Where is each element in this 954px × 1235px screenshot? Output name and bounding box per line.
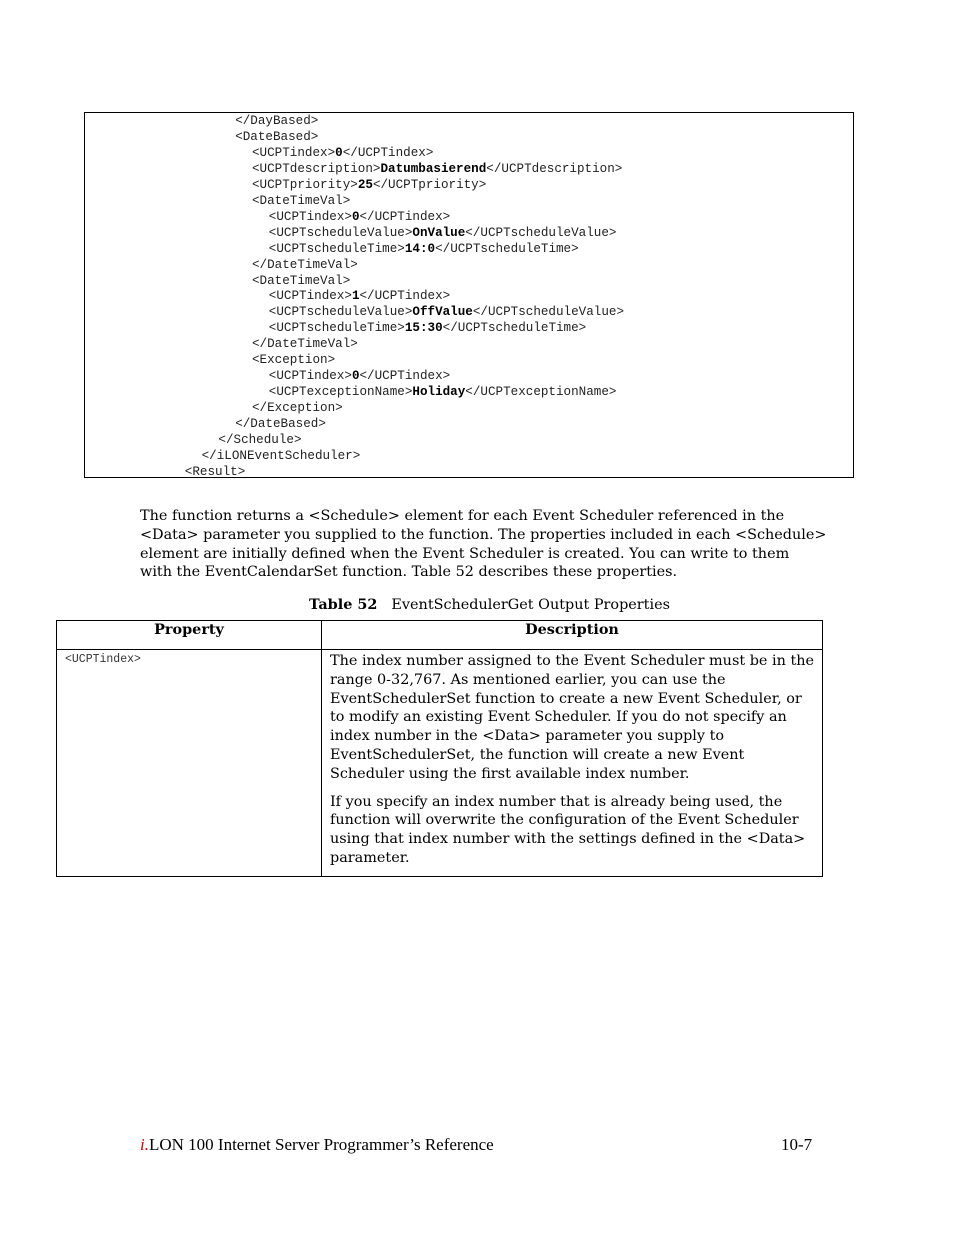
description-paragraph: The index number assigned to the Event Scheduler must be in the range 0-32,767. As mentioned earlier, you can use the EventSchedulerSet function to create a new Event Scheduler, or to modify an existing Event Scheduler. If you do not specify an index number in the <Data> parameter you supply to EventSchedulerSet, the function will create a new Event Scheduler using the first available index number. — [330, 653, 815, 782]
code-value: OnValue — [412, 225, 466, 240]
code-value: 25 — [357, 177, 373, 192]
code-tag: </UCPTexceptionName> — [465, 385, 617, 400]
code-line — [252, 400, 343, 416]
table-row — [57, 650, 823, 877]
code-tag: <UCPTscheduleTime> — [268, 241, 405, 256]
code-value: 0 — [351, 369, 360, 384]
code-tag: <UCPTindex> — [252, 145, 336, 160]
code-tag: </UCPTscheduleTime> — [435, 241, 579, 256]
code-tag: <UCPTindex> — [268, 369, 352, 384]
code-tag: </DateBased> — [235, 417, 326, 432]
table-caption — [0, 596, 954, 613]
code-tag: </DateTimeVal> — [252, 337, 358, 352]
footer-brand-prefix: i. — [140, 1135, 149, 1154]
code-value: OffValue — [412, 305, 473, 320]
code-value: 15:30 — [404, 321, 443, 336]
code-line — [269, 320, 586, 336]
table-caption-label: Table 52 — [309, 596, 378, 613]
code-tag: <UCPTpriority> — [252, 177, 358, 192]
code-tag: <Result> — [184, 464, 246, 479]
code-tag: <DateTimeVal> — [252, 273, 351, 288]
code-tag: </UCPTindex> — [359, 369, 451, 384]
property-cell: <UCPTindex> — [57, 650, 322, 877]
code-tag: </UCPTscheduleTime> — [442, 321, 587, 336]
code-value: 1 — [351, 289, 360, 304]
code-tag: <UCPTdescription> — [252, 161, 381, 176]
code-tag: <UCPTexceptionName> — [268, 385, 413, 400]
code-tag: <Exception> — [252, 353, 336, 368]
paragraph-line: The function returns a <Schedule> element for each Event Scheduler referenced in the — [140, 508, 785, 524]
footer-title-text: LON 100 Internet Server Programmer’s Reference — [148, 1135, 494, 1154]
table-caption-text: EventSchedulerGet Output Properties — [391, 597, 670, 613]
code-value: Datumbasierend — [380, 161, 487, 176]
code-tag: </Schedule> — [218, 433, 302, 447]
header-property: Property — [57, 621, 322, 650]
code-line — [252, 336, 358, 352]
code-tag: <UCPTindex> — [268, 289, 352, 304]
code-line — [269, 368, 450, 384]
code-line — [252, 145, 433, 161]
code-value: Holiday — [412, 385, 466, 400]
code-line — [269, 384, 617, 400]
code-line — [252, 352, 335, 368]
output-properties-table — [56, 620, 823, 877]
code-tag: </UCPTscheduleValue> — [465, 225, 617, 240]
code-tag: </UCPTindex> — [359, 289, 451, 304]
code-tag: <DateTimeVal> — [252, 193, 351, 208]
code-tag: </DateTimeVal> — [252, 257, 358, 272]
code-line — [252, 273, 350, 289]
code-tag: <UCPTindex> — [268, 209, 352, 224]
code-tag: </UCPTscheduleValue> — [472, 305, 625, 320]
code-line — [185, 464, 245, 480]
code-line — [218, 432, 301, 448]
code-tag: <UCPTscheduleValue> — [268, 305, 413, 320]
code-tag: <UCPTscheduleTime> — [268, 321, 405, 336]
code-line — [269, 288, 450, 304]
code-value: 0 — [351, 209, 360, 224]
table-header-row — [57, 621, 823, 650]
code-tag: </UCPTindex> — [359, 209, 451, 224]
footer-page-number: 10-7 — [781, 1135, 813, 1154]
code-tag: </iLONEventScheduler> — [201, 448, 361, 463]
code-tag: <UCPTscheduleValue> — [268, 225, 413, 240]
code-line — [252, 257, 358, 273]
code-line — [202, 448, 361, 464]
code-line — [235, 129, 318, 145]
code-tag: <DateBased> — [235, 129, 319, 144]
code-line — [252, 177, 486, 193]
description-cell — [322, 650, 823, 877]
code-tag: </UCPTindex> — [342, 145, 434, 160]
code-value: 14:0 — [404, 241, 436, 256]
code-line — [269, 209, 450, 225]
footer-title — [140, 1135, 494, 1155]
code-value: 0 — [335, 145, 343, 160]
paragraph-line: <Data> parameter you supplied to the function. The properties included in each <Schedule> — [140, 526, 827, 543]
code-line — [235, 113, 318, 129]
code-line — [252, 193, 350, 209]
paragraph-line: element are initially defined when the Event Scheduler is created. You can write to them — [140, 545, 790, 562]
paragraph-line: with the EventCalendarSet function. Table 52 describes these properties. — [140, 564, 678, 581]
code-line — [252, 161, 622, 177]
code-tag: </Exception> — [252, 401, 343, 416]
code-line — [269, 241, 579, 257]
code-listing — [84, 112, 854, 478]
code-tag: </UCPTdescription> — [486, 161, 623, 176]
description-paragraph: If you specify an index number that is already being used, the function will overwrite the configuration of the Event Scheduler using that index number with the settings defined in the <Data> parameter. — [330, 793, 806, 866]
code-tag: </DayBased> — [235, 114, 319, 128]
code-line — [235, 416, 326, 432]
code-tag: </UCPTpriority> — [372, 177, 487, 192]
body-paragraph — [140, 507, 830, 582]
code-line — [269, 225, 617, 241]
header-description: Description — [322, 621, 823, 650]
code-line — [269, 304, 624, 320]
